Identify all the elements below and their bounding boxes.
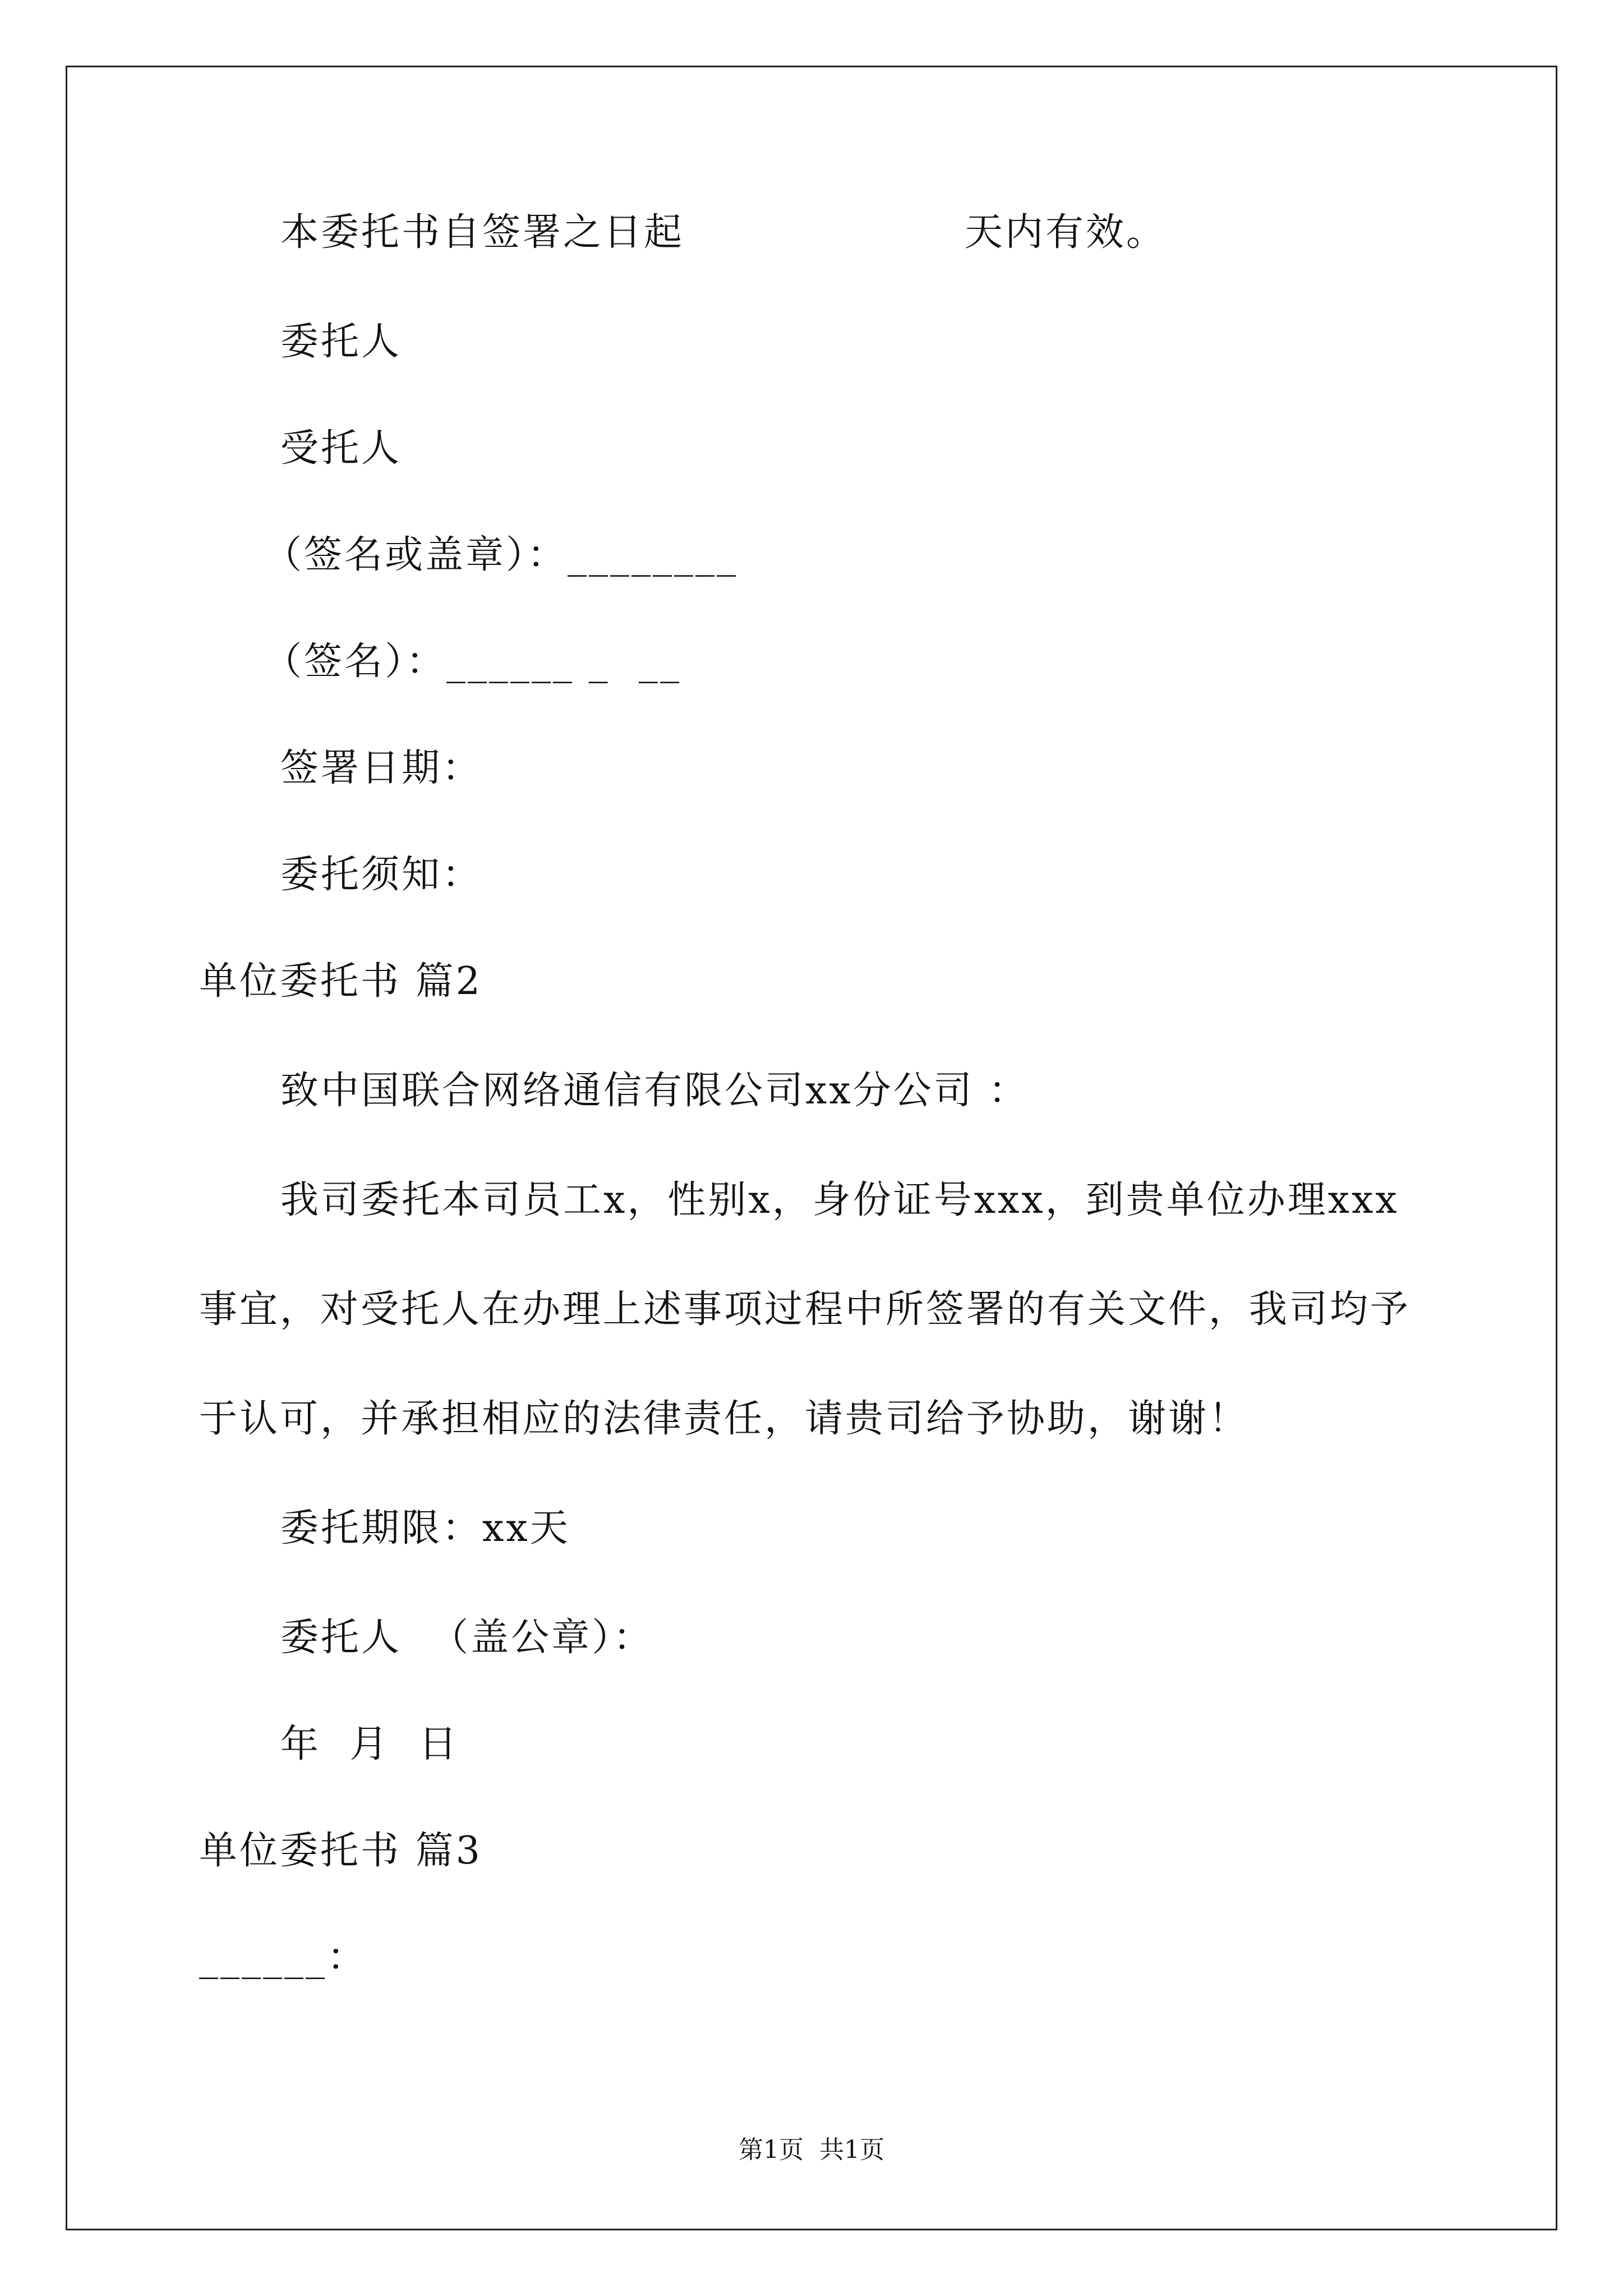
sign-or-seal-line: （签名或盖章）：________ <box>264 533 739 577</box>
salutation-line: ______： <box>199 1935 368 1980</box>
agent-label: 受托人 <box>280 426 402 471</box>
page-footer: 第1页 共1页 <box>739 2136 884 2164</box>
validity-prefix: 本委托书自签署之日起 <box>280 210 685 255</box>
notice-label: 委托须知： <box>280 853 483 897</box>
principal-seal-line: 委托人 （盖公章）： <box>280 1616 654 1660</box>
section-3-title: 单位委托书 篇3 <box>199 1829 482 1873</box>
principal-label: 委托人 <box>280 320 402 364</box>
body-line-2: 事宜，对受托人在办理上述事项过程中所签署的有关文件，我司均予 <box>199 1287 1411 1332</box>
date-line: 年 月 日 <box>280 1722 459 1766</box>
page-border <box>66 66 1557 2230</box>
term-line: 委托期限：xx天 <box>280 1506 570 1550</box>
signature-line: （签名）：______ _ __ <box>264 639 681 684</box>
body-line-1: 我司委托本司员工x，性别x，身份证号xxx，到贵单位办理xxx <box>280 1178 1399 1222</box>
body-line-3: 于认可，并承担相应的法律责任，请贵司给予协助，谢谢！ <box>199 1397 1249 1441</box>
section-2-title: 单位委托书 篇2 <box>199 959 482 1004</box>
sign-date-label: 签署日期： <box>280 746 483 790</box>
addressee-line: 致中国联合网络通信有限公司xx分公司 ： <box>280 1069 1029 1113</box>
validity-suffix: 天内有效。 <box>965 210 1167 255</box>
validity-line <box>280 210 1166 255</box>
